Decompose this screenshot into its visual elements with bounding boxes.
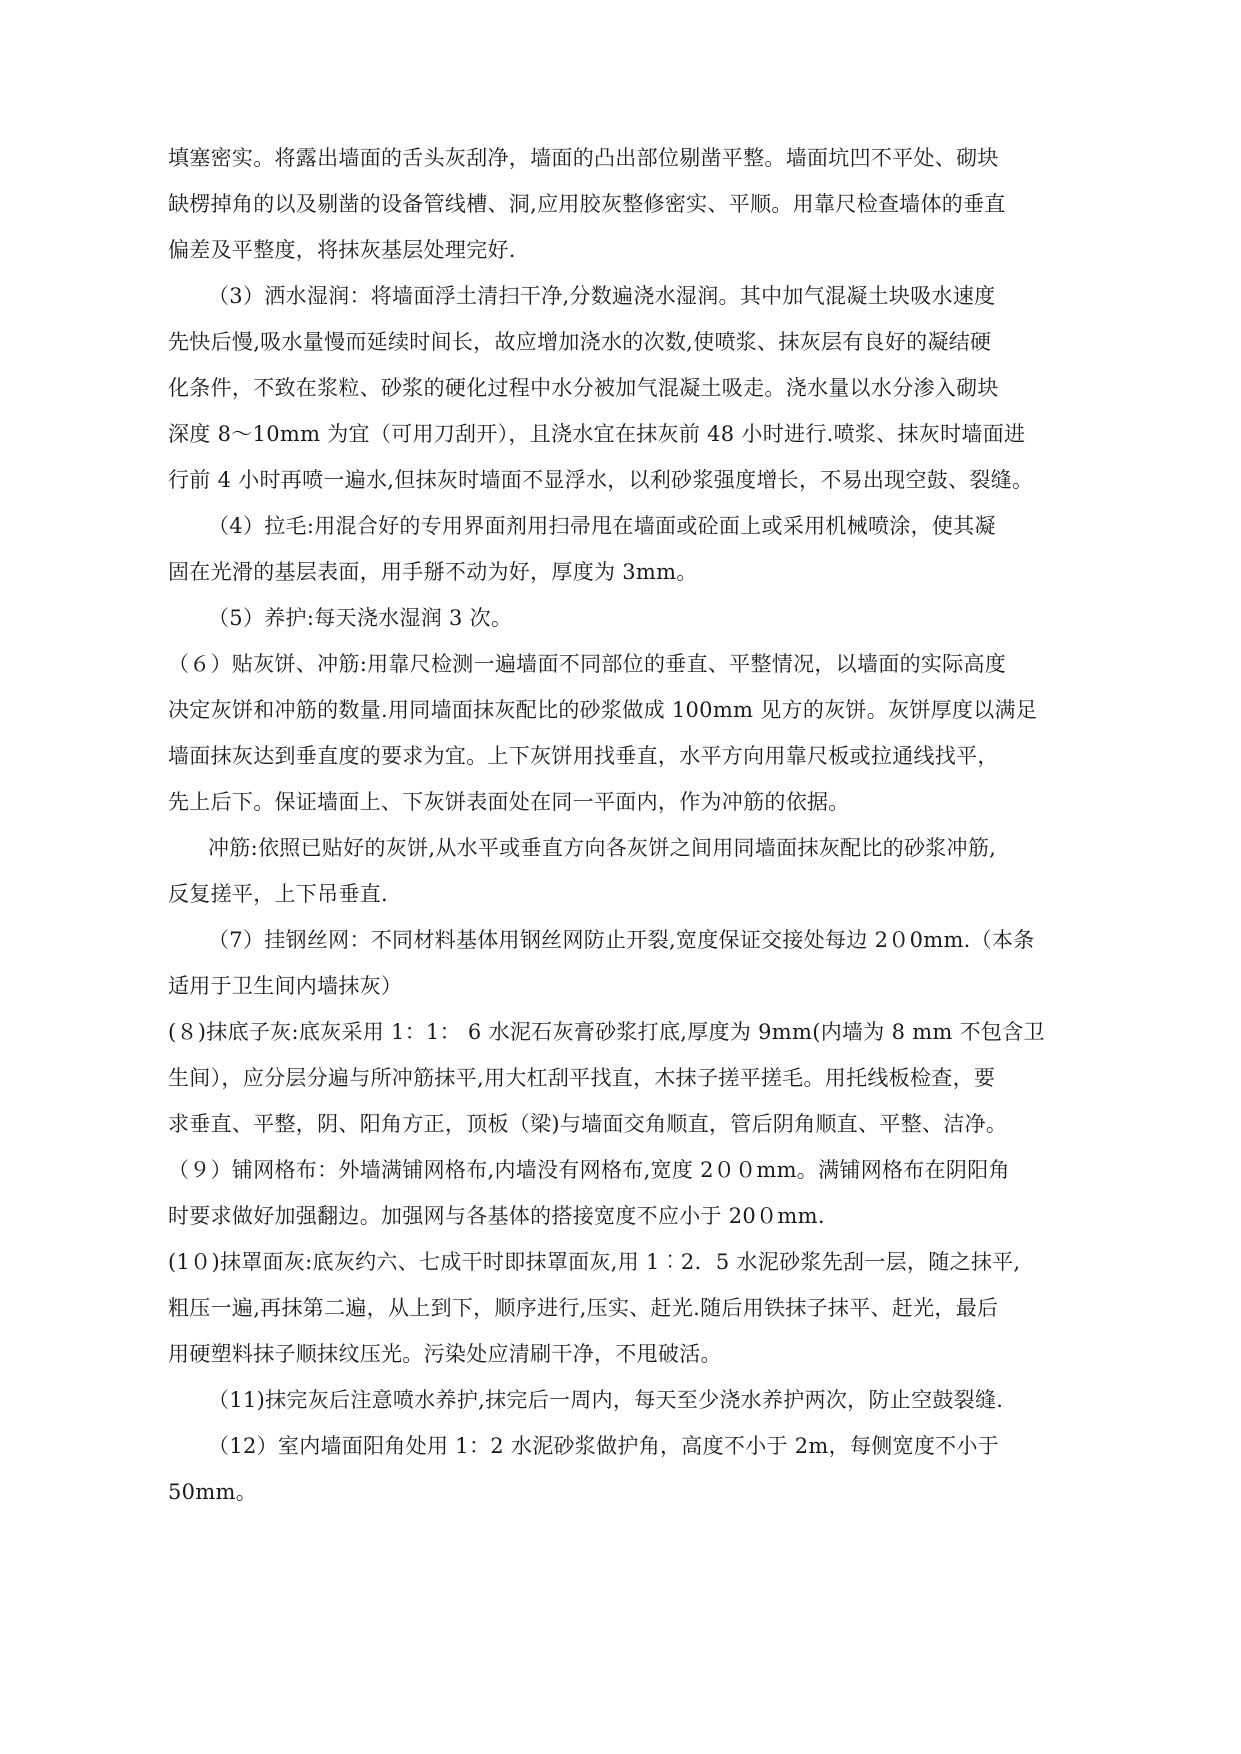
text-line: 先快后慢,吸水量慢而延续时间长，故应增加浇水的次数,使喷浆、抹灰层有良好的凝结硬	[168, 330, 992, 354]
text-line: 求垂直、平整，阴、阳角方正，顶板（梁)与墙面交角顺直，管后阴角顺直、平整、洁净。	[168, 1112, 1008, 1136]
text-line: （11)抹完灰后注意喷水养护,抹完后一周内，每天至少浇水养护两次，防止空鼓裂缝.	[208, 1388, 1004, 1412]
text-line: 墙面抹灰达到垂直度的要求为宜。上下灰饼用找垂直，水平方向用靠尺板或拉通线找平，	[168, 744, 999, 768]
text-line: 粗压一遍,再抹第二遍，从上到下，顺序进行,压实、赶光.随后用铁抹子抹平、赶光，最后	[168, 1296, 999, 1320]
text-line: 填塞密实。将露出墙面的舌头灰刮净，墙面的凸出部位剔凿平整。墙面坑凹不平处、砌块	[168, 146, 999, 170]
text-line: (８)抹底子灰:底灰采用 1：1： 6 水泥石灰膏砂浆打底,厚度为 9mm(内墙为 8 mm 不包含卫	[168, 1020, 1045, 1044]
text-line: 固在光滑的基层表面，用手掰不动为好，厚度为 3mm。	[168, 560, 698, 584]
text-line: 深度 8～10mm 为宜（可用刀刮开），且浇水宜在抹灰前 48 小时进行.喷浆、抹灰时墙面进	[168, 422, 1026, 446]
text-line: （5）养护:每天浇水湿润 3 次。	[208, 606, 513, 630]
text-line: 用硬塑料抹子顺抹纹压光。污染处应清刷干净，不甩破活。	[168, 1342, 722, 1366]
text-line: 先上后下。保证墙面上、下灰饼表面处在同一平面内，作为冲筋的依据。	[168, 790, 850, 814]
text-line: 行前 4 小时再喷一遍水,但抹灰时墙面不显浮水，以利砂浆强度增长，不易出现空鼓、裂缝。	[168, 468, 1034, 492]
text-line: 缺楞掉角的以及剔凿的设备管线槽、洞,应用胶灰整修密实、平顺。用靠尺检查墙体的垂直	[168, 192, 1006, 216]
text-line: （12）室内墙面阳角处用 1：2 水泥砂浆做护角，高度不小于 2m，每侧宽度不小于	[208, 1434, 1000, 1458]
text-line: 50mm。	[168, 1480, 258, 1504]
text-line: （６）贴灰饼、冲筋:用靠尺检测一遍墙面不同部位的垂直、平整情况，以墙面的实际高度	[168, 652, 1007, 676]
text-line: （3）洒水湿润：将墙面浮土清扫干净,分数遍浇水湿润。其中加气混凝土块吸水速度	[208, 284, 996, 308]
text-line: 适用于卫生间内墙抹灰）	[168, 974, 403, 998]
text-line: 偏差及平整度，将抹灰基层处理完好.	[168, 238, 516, 262]
text-line: 时要求做好加强翻边。加强网与各基体的搭接宽度不应小于 20０mm.	[168, 1204, 825, 1228]
text-line: （９）铺网格布：外墙满铺网格布,内墙没有网格布,宽度 2００mm。满铺网格布在阴阳角	[168, 1158, 1010, 1182]
text-line: 反复搓平，上下吊垂直.	[168, 882, 388, 906]
text-line: （7）挂钢丝网：不同材料基体用钢丝网防止开裂,宽度保证交接处每边 2０0mm.（本条	[208, 928, 1035, 952]
text-line: (1０)抹罩面灰:底灰约六、七成干时即抹罩面灰,用 1︰2．5 水泥砂浆先刮一层，随之抹平,	[168, 1250, 1021, 1274]
text-line: （4）拉毛:用混合好的专用界面剂用扫帚甩在墙面或砼面上或采用机械喷涂，使其凝	[208, 514, 996, 538]
text-line: 冲筋:依照已贴好的灰饼,从水平或垂直方向各灰饼之间用同墙面抹灰配比的砂浆冲筋,	[208, 836, 997, 860]
text-line: 决定灰饼和冲筋的数量.用同墙面抹灰配比的砂浆做成 100mm 见方的灰饼。灰饼厚度以满足	[168, 698, 1038, 722]
text-line: 化条件，不致在浆粒、砂浆的硬化过程中水分被加气混凝土吸走。浇水量以水分渗入砌块	[168, 376, 999, 400]
text-line: 生间），应分层分遍与所冲筋抹平,用大杠刮平找直，木抹子搓平搓毛。用托线板检查，要	[168, 1066, 996, 1090]
